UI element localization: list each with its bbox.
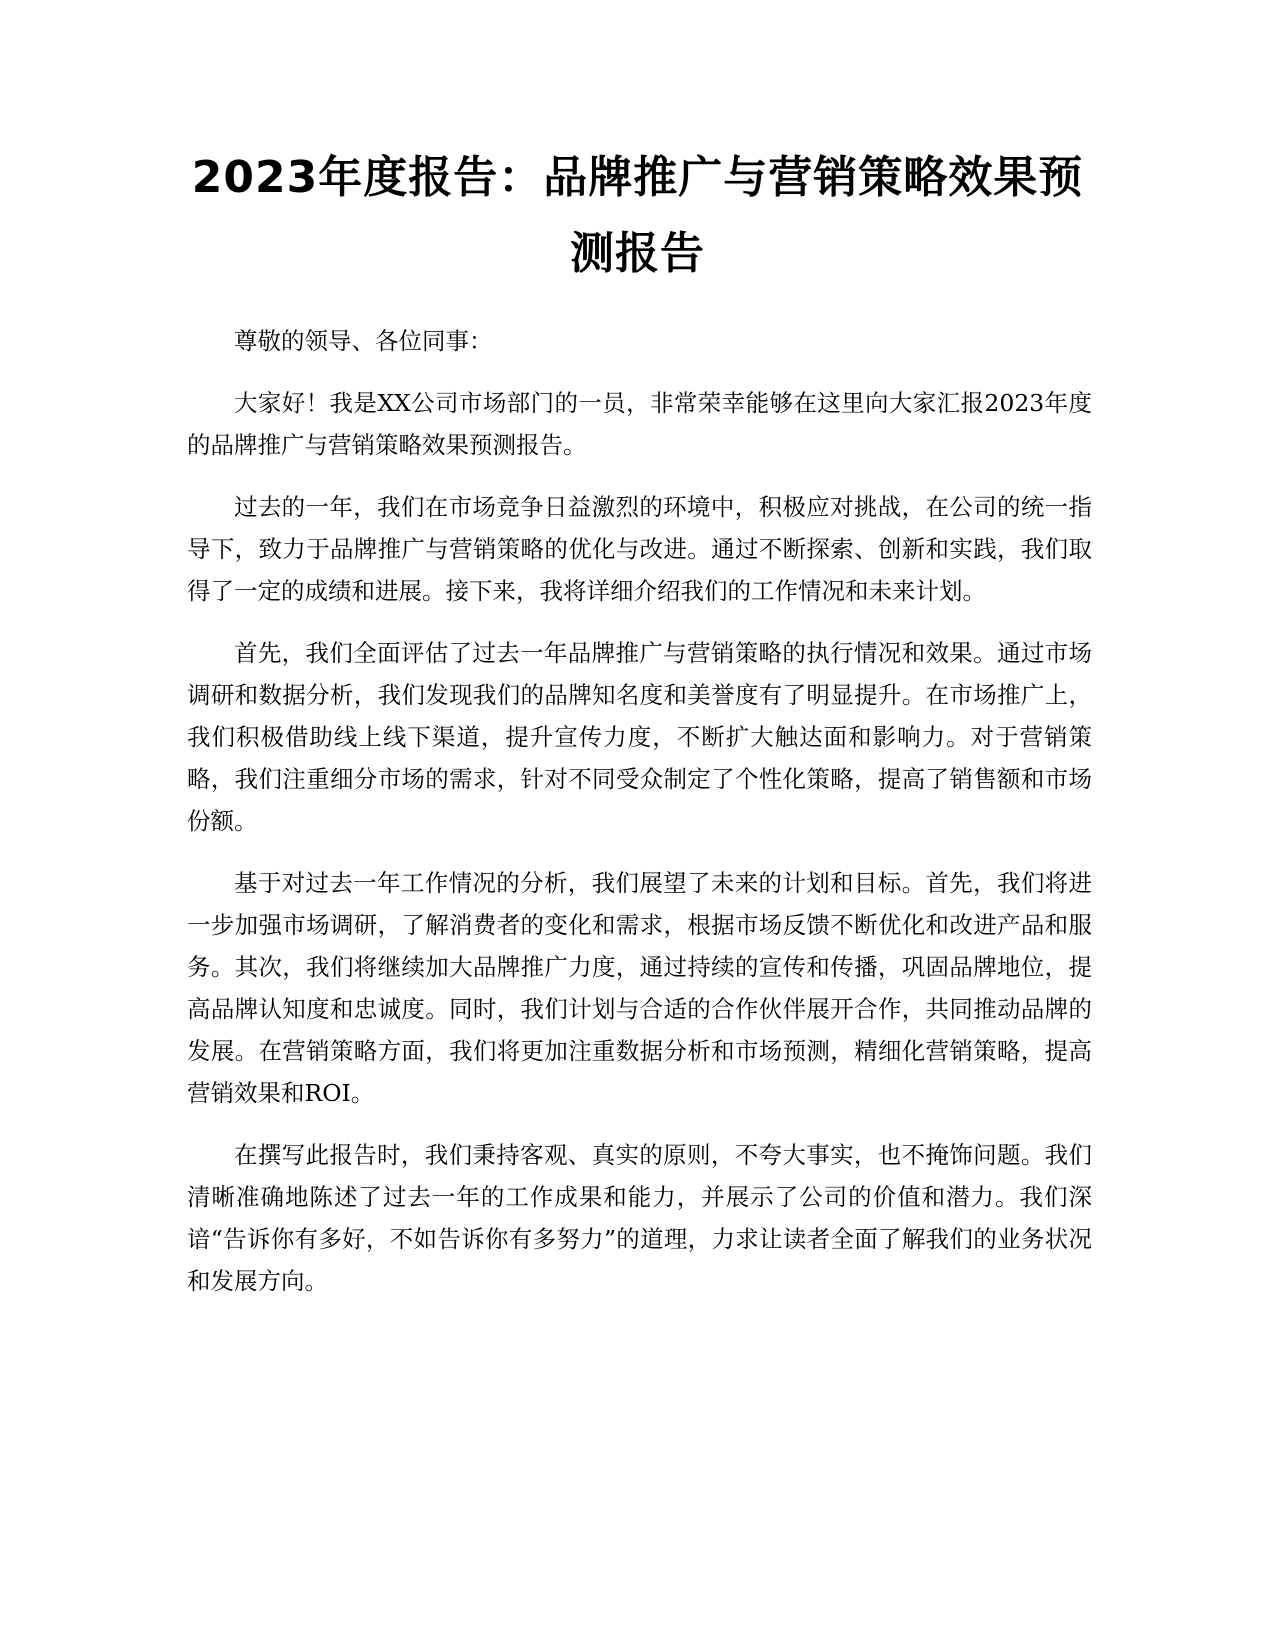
document-title: 2023年度报告：品牌推广与营销策略效果预测报告 — [191, 152, 1084, 279]
review-paragraph: 过去的一年，我们在市场竞争日益激烈的环境中，积极应对挑战，在公司的统一指导下，致力于品牌推广与营销策略的优化与改进。通过不断探索、创新和实践，我们取得了一定的成绩和进展。接下来，我将详细介绍我们的工作情况和未来计划。 — [187, 493, 1092, 605]
document-body — [187, 320, 1092, 1322]
salutation-paragraph: 尊敬的领导、各位同事： — [234, 327, 493, 355]
greeting-paragraph: 大家好！我是XX公司市场部门的一员，非常荣幸能够在这里向大家汇报2023年度的品牌推广与营销策略效果预测报告。 — [187, 389, 1092, 459]
principle-paragraph: 在撰写此报告时，我们秉持客观、真实的原则，不夸大事实，也不掩饰问题。我们清晰准确地陈述了过去一年的工作成果和能力，并展示了公司的价值和潜力。我们深谙“告诉你有多好，不如告诉你有多努力”的道理，力求让读者全面了解我们的业务状况和发展方向。 — [187, 1141, 1092, 1295]
evaluation-paragraph: 首先，我们全面评估了过去一年品牌推广与营销策略的执行情况和效果。通过市场调研和数据分析，我们发现我们的品牌知名度和美誉度有了明显提升。在市场推广上，我们积极借助线上线下渠道，提升宣传力度，不断扩大触达面和影响力。对于营销策略，我们注重细分市场的需求，针对不同受众制定了个性化策略，提高了销售额和市场份额。 — [187, 639, 1092, 835]
plan-paragraph: 基于对过去一年工作情况的分析，我们展望了未来的计划和目标。首先，我们将进一步加强市场调研，了解消费者的变化和需求，根据市场反馈不断优化和改进产品和服务。其次，我们将继续加大品牌推广力度，通过持续的宣传和传播，巩固品牌地位，提高品牌认知度和忠诚度。同时，我们计划与合适的合作伙伴展开合作，共同推动品牌的发展。在营销策略方面，我们将更加注重数据分析和市场预测，精细化营销策略，提高营销效果和ROI。 — [187, 869, 1092, 1107]
